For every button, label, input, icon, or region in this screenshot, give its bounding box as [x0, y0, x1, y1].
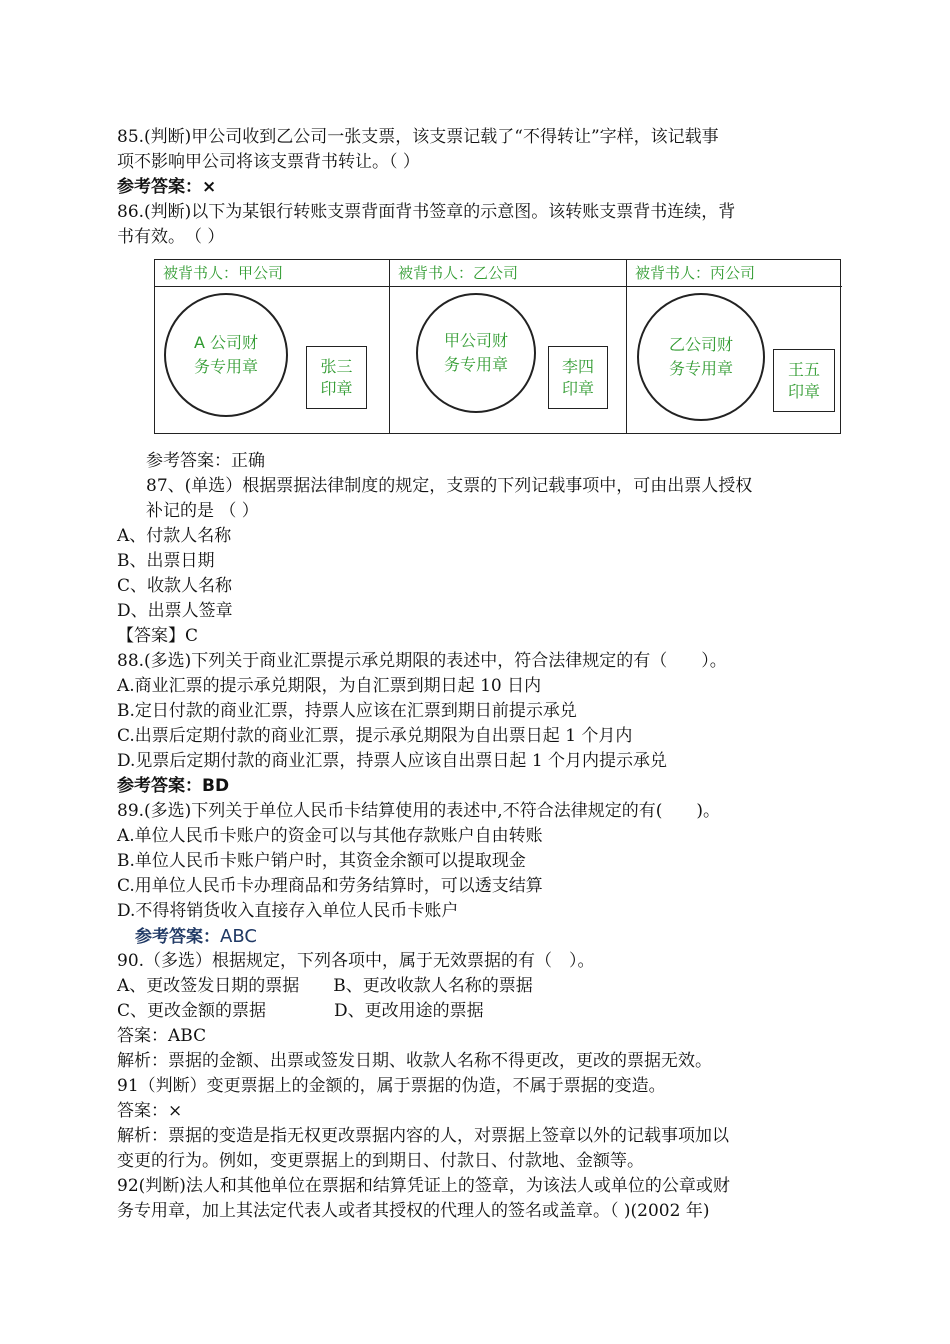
q88-option-b: B.定日付款的商业汇票，持票人应该在汇票到期日前提示承兑 — [117, 701, 577, 721]
q90-analysis: 解析：票据的金额、出票或签发日期、收款人名称不得更改，更改的票据无效。 — [117, 1051, 712, 1071]
endorsement-diagram — [154, 259, 841, 434]
endorsement-cell-1 — [155, 260, 389, 433]
stamp-text-line1: 李四 — [561, 356, 594, 376]
endorsee-header: 被背书人：乙公司 — [390, 260, 626, 287]
q87-option-c: C、收款人名称 — [117, 576, 233, 596]
stamp-text-line2: 印章 — [320, 378, 353, 398]
q85-text-line2: 项不影响甲公司将该支票背书转让。（ ） — [117, 152, 420, 172]
stamp-text-line1: 王五 — [787, 359, 820, 379]
q89-option-a: A.单位人民币卡账户的资金可以与其他存款账户自由转账 — [117, 826, 543, 846]
q88-text-line1: 88.(多选)下列关于商业汇票提示承兑期限的表述中，符合法律规定的有（ ）。 — [117, 651, 727, 671]
personal-stamp — [548, 346, 608, 409]
q86-text-line2: 书有效。 （ ） — [117, 227, 225, 247]
personal-stamp — [306, 346, 367, 409]
seal-text-line1: 甲公司财 — [443, 331, 508, 350]
seal-text-line2: 务专用章 — [443, 355, 508, 374]
seal-text-line1: A 公司财 — [193, 333, 259, 352]
q90-options-row1: A、更改签发日期的票据 B、更改收款人名称的票据 — [117, 976, 533, 996]
q89-option-b: B.单位人民币卡账户销户时，其资金余额可以提取现金 — [117, 851, 526, 871]
q89-answer-value: ABC — [220, 926, 257, 947]
q85-text-line1: 85.(判断)甲公司收到乙公司一张支票，该支票记载了“不得转让”字样，该记载事 — [117, 127, 719, 147]
personal-stamp — [773, 349, 835, 412]
q91-analysis-line2: 变更的行为。例如，变更票据上的到期日、付款日、付款地、金额等。 — [117, 1151, 644, 1171]
q89-option-c: C.用单位人民币卡办理商品和劳务结算时，可以透支结算 — [117, 876, 543, 896]
seal-text-line2: 务专用章 — [668, 359, 733, 378]
seal-text-line1: 乙公司财 — [668, 335, 733, 354]
q88-answer: 参考答案：BD — [117, 776, 230, 796]
q87-option-b: B、出票日期 — [117, 551, 215, 571]
q91-analysis-line1: 解析：票据的变造是指无权更改票据内容的人，对票据上签章以外的记载事项加以 — [117, 1126, 729, 1146]
q90-answer: 答案：ABC — [117, 1026, 207, 1046]
company-seal — [164, 293, 288, 417]
q87-answer: 【答案】C — [117, 626, 199, 646]
company-seal — [416, 293, 536, 413]
q85-answer: 参考答案：× — [117, 177, 217, 197]
stamp-text-line2: 印章 — [561, 378, 594, 398]
q91-answer: 答案：× — [117, 1101, 183, 1121]
q87-text-line1: 87、(单选）根据票据法律制度的规定，支票的下列记载事项中，可由出票人授权 — [146, 476, 753, 496]
q91-text-line1: 91（判断）变更票据上的金额的，属于票据的伪造，不属于票据的变造。 — [117, 1076, 666, 1096]
q86-answer: 参考答案：正确 — [146, 451, 265, 471]
stamp-text-line1: 张三 — [320, 356, 353, 376]
seal-text-line2: 务专用章 — [193, 357, 258, 376]
q92-text-line1: 92(判断)法人和其他单位在票据和结算凭证上的签章，为该法人或单位的公章或财 — [117, 1176, 730, 1196]
q88-option-c: C.出票后定期付款的商业汇票，提示承兑期限为自出票日起 1 个月内 — [117, 726, 633, 746]
stamp-text-line2: 印章 — [787, 381, 820, 401]
company-seal — [637, 293, 765, 421]
q90-text-line1: 90.（多选）根据规定，下列各项中，属于无效票据的有（ ）。 — [117, 951, 595, 971]
q89-option-d: D.不得将销货收入直接存入单位人民币卡账户 — [117, 901, 459, 921]
endorsee-header: 被背书人：甲公司 — [155, 260, 389, 287]
endorsement-cell-2 — [389, 260, 626, 433]
q89-answer-label: 参考答案： — [135, 927, 220, 947]
endorsement-cell-3 — [626, 260, 842, 433]
q87-option-d: D、出票人签章 — [117, 601, 233, 621]
q87-option-a: A、付款人名称 — [117, 526, 232, 546]
q92-text-line2: 务专用章，加上其法定代表人或者其授权的代理人的签名或盖章。（ )(2002 年) — [117, 1201, 710, 1221]
q88-option-a: A.商业汇票的提示承兑期限，为自汇票到期日起 10 日内 — [117, 676, 542, 696]
q88-option-d: D.见票后定期付款的商业汇票，持票人应该自出票日起 1 个月内提示承兑 — [117, 751, 668, 771]
q87-text-line2: 补记的是 （ ） — [146, 501, 259, 521]
endorsee-header: 被背书人：丙公司 — [627, 260, 842, 287]
q89-text-line1: 89.(多选)下列关于单位人民币卡结算使用的表述中,不符合法律规定的有( )。 — [117, 801, 720, 821]
q89-answer — [135, 924, 257, 950]
q90-options-row2: C、更改金额的票据 D、更改用途的票据 — [117, 1001, 484, 1021]
q86-text-line1: 86.(判断)以下为某银行转账支票背面背书签章的示意图。该转账支票背书连续，背 — [117, 202, 736, 222]
